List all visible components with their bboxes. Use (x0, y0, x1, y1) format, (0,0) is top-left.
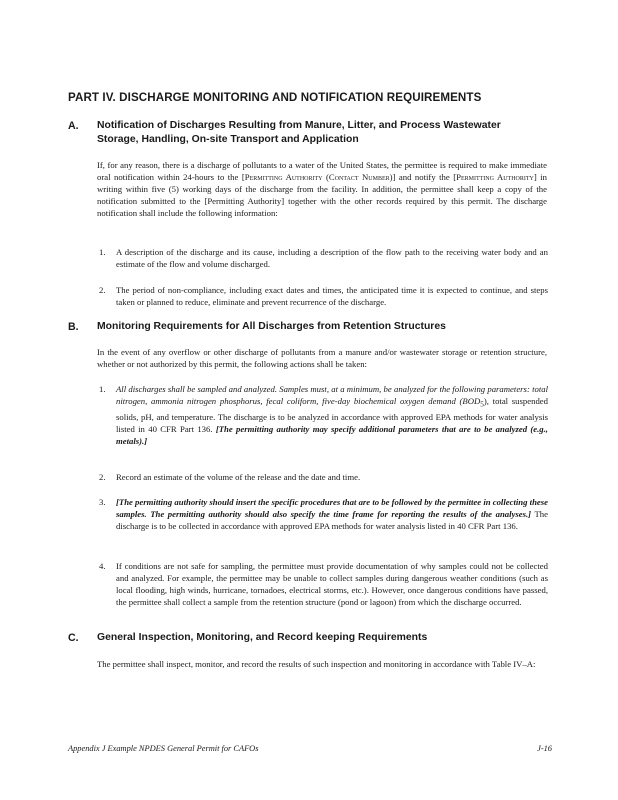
section-a-item-2-number: 2. (99, 285, 106, 295)
section-b-item-3-text (116, 496, 548, 532)
permitting-authority-placeholder: [Permitting Authority (241, 172, 323, 182)
section-b-item-1-lead: All discharges shall be sampled and analyzed. Samples must, at a minimum, be analyzed for the following parameters: total nitrogen, ammonia nitrogen phosphorus, fecal coliform, five-day biochemical oxygen demand (BOD (116, 384, 548, 406)
bod-subscript: 5 (480, 400, 484, 409)
page-number: J-16 (537, 744, 552, 753)
section-b-letter: B. (68, 321, 79, 333)
section-b-item-1-text (116, 383, 548, 447)
permitting-authority-placeholder-2: [Permitting Authority] (453, 172, 537, 182)
section-c-intro: The permittee shall inspect, monitor, and record the results of such inspection and monitoring in accordance with Table IV–A: (97, 659, 536, 669)
section-b-intro: In the event of any overflow or other discharge of pollutants from a manure and/or wastewater storage or retention structure, whether or not authorized by this permit, the following actions shall be taken: (97, 347, 547, 369)
section-a-intro-text-1: If, for any reason, there is a discharge of pollutants to a water of the United States, the permittee is required to make immediate oral notification within 24-hours to the (97, 160, 547, 182)
section-a-intro-text-3: in writing within five (5) working days of the discharge from the facility. In addition, the permittee shall keep a copy of the notification submitted to the [Permitting Authority] together with the other records required by this permit. The discharge notification shall include the following information: (97, 172, 548, 218)
section-c-heading: General Inspection, Monitoring, and Record keeping Requirements (97, 632, 428, 643)
section-b-item-3-rest: The discharge is to be collected in accordance with approved EPA methods for water analysis listed in 40 CFR Part 136. (116, 509, 548, 531)
section-a-letter: A. (68, 120, 79, 132)
section-a-intro (97, 159, 547, 219)
section-b-item-1-bracket-note: [The permitting authority may specify additional parameters that are to be analyzed (e.g., metals).] (116, 423, 548, 446)
section-b-item-1-number: 1. (99, 384, 106, 394)
section-a-heading: Notification of Discharges Resulting from Manure, Litter, and Process Wastewater Storage, Handling, On-site Transport and Application (97, 120, 501, 145)
part-title: PART IV. DISCHARGE MONITORING AND NOTIFICATION REQUIREMENTS (68, 91, 482, 104)
section-b-item-3-bracket-note: [The permitting authority should insert the specific procedures that are to be followed by the permittee in collecting these samples. The permitting authority should also specify the time frame for reporting the results of the analyses.] (116, 497, 548, 519)
section-c-letter: C. (68, 632, 79, 644)
section-a-item-1-number: 1. (99, 247, 106, 257)
section-b-item-4-text: If conditions are not safe for sampling, the permittee must provide documentation of why samples could not be collected and analyzed. For example, the permittee may be unable to collect samples during dangerous weather conditions (such as local flooding, high winds, hurricane, tornadoes, electrical storms, etc.). However, once dangerous conditions have passed, the permittee shall collect a sample from the retention structure (pond or lagoon) from which the discharge occurred. (116, 561, 548, 607)
section-b-item-4-number: 4. (99, 561, 106, 571)
section-b-item-3-number: 3. (99, 497, 106, 507)
footer-title: Appendix J Example NPDES General Permit for CAFOs (68, 744, 259, 753)
section-b-heading: Monitoring Requirements for All Discharges from Retention Structures (97, 321, 446, 332)
section-a-item-2-text: The period of non-compliance, including exact dates and times, the anticipated time it is expected to continue, and steps taken or planned to reduce, eliminate and prevent recurrence of the discharge. (116, 285, 548, 307)
section-b-item-2-text: Record an estimate of the volume of the release and the date and time. (116, 472, 361, 482)
contact-number-placeholder: (Contact Number)] (326, 172, 396, 182)
section-a-item-1-text: A description of the discharge and its cause, including a description of the flow path to the receiving water body and an estimate of the flow and volume discharged. (116, 247, 548, 269)
section-b-item-2-number: 2. (99, 472, 106, 482)
section-a-intro-text-2: and notify the (395, 172, 454, 182)
section-b-item-1-rest: ), total suspended solids, pH, and temperature. The discharge is to be analyzed in accordance with approved EPA methods for water analysis listed in 40 CFR Part 136. (116, 396, 548, 434)
